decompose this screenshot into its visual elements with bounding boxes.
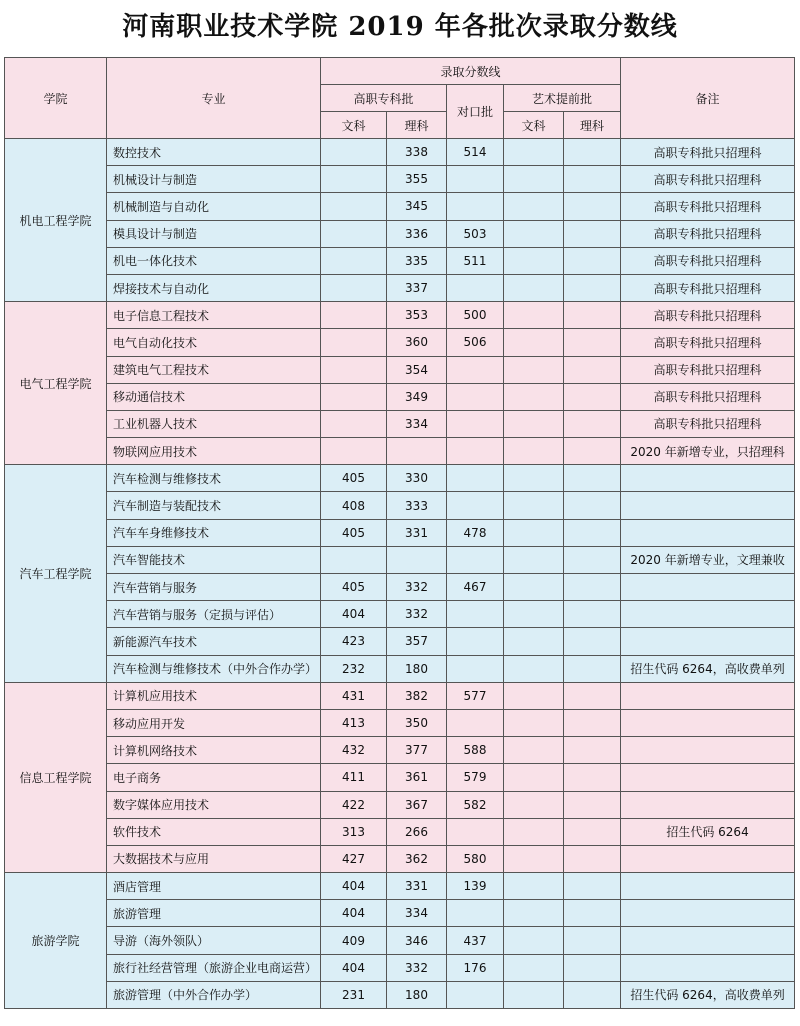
gaozhi-wenke-cell: 413 xyxy=(321,709,387,736)
remark-cell: 高职专科批只招理科 xyxy=(621,302,795,329)
gaozhi-like-cell: 266 xyxy=(387,818,447,845)
art-wenke-cell xyxy=(504,546,564,573)
gaozhi-like-cell: 349 xyxy=(387,383,447,410)
major-cell: 数控技术 xyxy=(107,139,321,166)
art-like-cell xyxy=(564,519,621,546)
gaozhi-like-cell: 346 xyxy=(387,927,447,954)
art-wenke-cell xyxy=(504,356,564,383)
art-like-cell xyxy=(564,601,621,628)
remark-cell xyxy=(621,764,795,791)
remark-cell xyxy=(621,927,795,954)
table-row xyxy=(5,682,795,709)
gaozhi-like-cell: 355 xyxy=(387,166,447,193)
college-cell: 信息工程学院 xyxy=(5,682,107,872)
gaozhi-like-cell: 334 xyxy=(387,410,447,437)
art-wenke-cell xyxy=(504,438,564,465)
gaozhi-like-cell: 350 xyxy=(387,709,447,736)
gaozhi-wenke-cell xyxy=(321,193,387,220)
table-row xyxy=(5,247,795,274)
table-row xyxy=(5,356,795,383)
major-cell: 旅行社经营管理（旅游企业电商运营） xyxy=(107,954,321,981)
gaozhi-like-cell: 382 xyxy=(387,682,447,709)
duikou-cell xyxy=(447,383,504,410)
duikou-cell xyxy=(447,166,504,193)
remark-cell xyxy=(621,900,795,927)
header-gaozhi-batch: 高职专科批 xyxy=(321,85,447,112)
table-row xyxy=(5,492,795,519)
remark-cell: 高职专科批只招理科 xyxy=(621,139,795,166)
art-like-cell xyxy=(564,818,621,845)
gaozhi-wenke-cell: 404 xyxy=(321,873,387,900)
art-wenke-cell xyxy=(504,220,564,247)
art-wenke-cell xyxy=(504,628,564,655)
major-cell: 建筑电气工程技术 xyxy=(107,356,321,383)
table-row xyxy=(5,981,795,1008)
gaozhi-wenke-cell: 404 xyxy=(321,601,387,628)
table-row xyxy=(5,764,795,791)
major-cell: 汽车智能技术 xyxy=(107,546,321,573)
art-wenke-cell xyxy=(504,873,564,900)
art-wenke-cell xyxy=(504,927,564,954)
gaozhi-like-cell: 332 xyxy=(387,574,447,601)
remark-cell: 2020 年新增专业，文理兼收 xyxy=(621,546,795,573)
gaozhi-wenke-cell xyxy=(321,274,387,301)
remark-cell: 高职专科批只招理科 xyxy=(621,410,795,437)
art-like-cell xyxy=(564,655,621,682)
major-cell: 大数据技术与应用 xyxy=(107,845,321,872)
art-wenke-cell xyxy=(504,166,564,193)
art-wenke-cell xyxy=(504,954,564,981)
art-like-cell xyxy=(564,574,621,601)
remark-cell: 高职专科批只招理科 xyxy=(621,356,795,383)
gaozhi-wenke-cell: 432 xyxy=(321,737,387,764)
gaozhi-wenke-cell: 405 xyxy=(321,574,387,601)
table-row xyxy=(5,873,795,900)
gaozhi-like-cell: 336 xyxy=(387,220,447,247)
art-wenke-cell xyxy=(504,791,564,818)
gaozhi-wenke-cell: 404 xyxy=(321,900,387,927)
duikou-cell: 437 xyxy=(447,927,504,954)
gaozhi-like-cell: 331 xyxy=(387,873,447,900)
table-row xyxy=(5,845,795,872)
duikou-cell: 176 xyxy=(447,954,504,981)
gaozhi-wenke-cell xyxy=(321,166,387,193)
duikou-cell xyxy=(447,546,504,573)
gaozhi-like-cell: 332 xyxy=(387,954,447,981)
gaozhi-wenke-cell: 404 xyxy=(321,954,387,981)
duikou-cell: 588 xyxy=(447,737,504,764)
major-cell: 旅游管理 xyxy=(107,900,321,927)
duikou-cell xyxy=(447,655,504,682)
gaozhi-like-cell: 360 xyxy=(387,329,447,356)
gaozhi-wenke-cell xyxy=(321,383,387,410)
header-art-wenke: 文科 xyxy=(504,112,564,139)
header-art-like: 理科 xyxy=(564,112,621,139)
duikou-cell xyxy=(447,981,504,1008)
major-cell: 汽车制造与装配技术 xyxy=(107,492,321,519)
art-wenke-cell xyxy=(504,247,564,274)
header-college: 学院 xyxy=(5,58,107,139)
art-wenke-cell xyxy=(504,900,564,927)
remark-cell: 高职专科批只招理科 xyxy=(621,166,795,193)
art-wenke-cell xyxy=(504,383,564,410)
gaozhi-like-cell: 353 xyxy=(387,302,447,329)
art-wenke-cell xyxy=(504,601,564,628)
major-cell: 汽车营销与服务（定损与评估） xyxy=(107,601,321,628)
gaozhi-like-cell: 345 xyxy=(387,193,447,220)
duikou-cell: 577 xyxy=(447,682,504,709)
gaozhi-like-cell: 335 xyxy=(387,247,447,274)
art-like-cell xyxy=(564,438,621,465)
art-like-cell xyxy=(564,302,621,329)
remark-cell xyxy=(621,519,795,546)
gaozhi-like-cell: 333 xyxy=(387,492,447,519)
art-like-cell xyxy=(564,383,621,410)
gaozhi-wenke-cell xyxy=(321,139,387,166)
duikou-cell: 467 xyxy=(447,574,504,601)
page-title: 河南职业技术学院 2019 年各批次录取分数线 xyxy=(122,12,678,42)
table-row xyxy=(5,954,795,981)
art-like-cell xyxy=(564,628,621,655)
art-like-cell xyxy=(564,709,621,736)
art-wenke-cell xyxy=(504,981,564,1008)
remark-cell xyxy=(621,601,795,628)
major-cell: 机电一体化技术 xyxy=(107,247,321,274)
duikou-cell xyxy=(447,356,504,383)
gaozhi-like-cell: 334 xyxy=(387,900,447,927)
header-remark: 备注 xyxy=(621,58,795,139)
table-body xyxy=(5,139,795,1009)
art-like-cell xyxy=(564,139,621,166)
gaozhi-wenke-cell xyxy=(321,302,387,329)
gaozhi-like-cell: 337 xyxy=(387,274,447,301)
duikou-cell xyxy=(447,628,504,655)
remark-cell: 2020 年新增专业，只招理科 xyxy=(621,438,795,465)
remark-cell: 高职专科批只招理科 xyxy=(621,329,795,356)
college-cell: 电气工程学院 xyxy=(5,302,107,465)
table-row xyxy=(5,139,795,166)
gaozhi-like-cell: 367 xyxy=(387,791,447,818)
remark-cell xyxy=(621,791,795,818)
major-cell: 旅游管理（中外合作办学） xyxy=(107,981,321,1008)
remark-cell: 高职专科批只招理科 xyxy=(621,247,795,274)
college-cell: 旅游学院 xyxy=(5,873,107,1009)
gaozhi-wenke-cell xyxy=(321,247,387,274)
duikou-cell: 580 xyxy=(447,845,504,872)
art-wenke-cell xyxy=(504,193,564,220)
art-like-cell xyxy=(564,927,621,954)
table-row xyxy=(5,302,795,329)
table-row xyxy=(5,410,795,437)
remark-cell: 高职专科批只招理科 xyxy=(621,193,795,220)
art-wenke-cell xyxy=(504,845,564,872)
gaozhi-wenke-cell: 427 xyxy=(321,845,387,872)
table-row xyxy=(5,655,795,682)
remark-cell xyxy=(621,628,795,655)
admission-score-table xyxy=(4,57,795,1009)
remark-cell xyxy=(621,954,795,981)
art-like-cell xyxy=(564,900,621,927)
art-wenke-cell xyxy=(504,818,564,845)
duikou-cell xyxy=(447,274,504,301)
duikou-cell xyxy=(447,438,504,465)
remark-cell xyxy=(621,709,795,736)
header-major: 专业 xyxy=(107,58,321,139)
art-like-cell xyxy=(564,166,621,193)
major-cell: 汽车车身维修技术 xyxy=(107,519,321,546)
table-row xyxy=(5,438,795,465)
duikou-cell xyxy=(447,900,504,927)
gaozhi-like-cell: 332 xyxy=(387,601,447,628)
gaozhi-wenke-cell xyxy=(321,356,387,383)
major-cell: 物联网应用技术 xyxy=(107,438,321,465)
gaozhi-wenke-cell: 408 xyxy=(321,492,387,519)
gaozhi-wenke-cell: 231 xyxy=(321,981,387,1008)
art-like-cell xyxy=(564,465,621,492)
remark-cell xyxy=(621,737,795,764)
major-cell: 酒店管理 xyxy=(107,873,321,900)
gaozhi-wenke-cell: 431 xyxy=(321,682,387,709)
major-cell: 工业机器人技术 xyxy=(107,410,321,437)
table-row xyxy=(5,465,795,492)
duikou-cell xyxy=(447,492,504,519)
remark-cell: 高职专科批只招理科 xyxy=(621,274,795,301)
table-row xyxy=(5,900,795,927)
gaozhi-wenke-cell xyxy=(321,438,387,465)
header-gaozhi-like: 理科 xyxy=(387,112,447,139)
duikou-cell xyxy=(447,601,504,628)
art-like-cell xyxy=(564,220,621,247)
art-like-cell xyxy=(564,845,621,872)
header-gaozhi-wenke: 文科 xyxy=(321,112,387,139)
duikou-cell xyxy=(447,709,504,736)
major-cell: 汽车检测与维修技术 xyxy=(107,465,321,492)
art-like-cell xyxy=(564,410,621,437)
art-like-cell xyxy=(564,247,621,274)
gaozhi-like-cell xyxy=(387,546,447,573)
major-cell: 软件技术 xyxy=(107,818,321,845)
art-like-cell xyxy=(564,356,621,383)
gaozhi-wenke-cell: 409 xyxy=(321,927,387,954)
table-row xyxy=(5,927,795,954)
art-like-cell xyxy=(564,492,621,519)
header-duikou-batch: 对口批 xyxy=(447,85,504,139)
duikou-cell: 139 xyxy=(447,873,504,900)
art-wenke-cell xyxy=(504,519,564,546)
table-row xyxy=(5,791,795,818)
remark-cell: 招生代码 6264，高收费单列 xyxy=(621,655,795,682)
duikou-cell: 514 xyxy=(447,139,504,166)
remark-cell: 招生代码 6264，高收费单列 xyxy=(621,981,795,1008)
major-cell: 电子商务 xyxy=(107,764,321,791)
remark-cell xyxy=(621,873,795,900)
major-cell: 焊接技术与自动化 xyxy=(107,274,321,301)
gaozhi-like-cell: 357 xyxy=(387,628,447,655)
table-row xyxy=(5,574,795,601)
duikou-cell xyxy=(447,193,504,220)
major-cell: 计算机应用技术 xyxy=(107,682,321,709)
major-cell: 计算机网络技术 xyxy=(107,737,321,764)
gaozhi-wenke-cell xyxy=(321,220,387,247)
gaozhi-wenke-cell xyxy=(321,329,387,356)
gaozhi-like-cell: 362 xyxy=(387,845,447,872)
gaozhi-like-cell: 361 xyxy=(387,764,447,791)
duikou-cell: 503 xyxy=(447,220,504,247)
major-cell: 机械制造与自动化 xyxy=(107,193,321,220)
art-wenke-cell xyxy=(504,274,564,301)
duikou-cell: 579 xyxy=(447,764,504,791)
remark-cell: 高职专科批只招理科 xyxy=(621,220,795,247)
duikou-cell: 582 xyxy=(447,791,504,818)
remark-cell: 招生代码 6264 xyxy=(621,818,795,845)
gaozhi-like-cell: 180 xyxy=(387,655,447,682)
gaozhi-wenke-cell xyxy=(321,410,387,437)
art-like-cell xyxy=(564,546,621,573)
duikou-cell xyxy=(447,410,504,437)
major-cell: 汽车营销与服务 xyxy=(107,574,321,601)
art-like-cell xyxy=(564,954,621,981)
table-row xyxy=(5,709,795,736)
major-cell: 新能源汽车技术 xyxy=(107,628,321,655)
table-row xyxy=(5,601,795,628)
art-wenke-cell xyxy=(504,574,564,601)
art-like-cell xyxy=(564,981,621,1008)
gaozhi-like-cell: 338 xyxy=(387,139,447,166)
gaozhi-like-cell: 377 xyxy=(387,737,447,764)
art-like-cell xyxy=(564,737,621,764)
art-like-cell xyxy=(564,274,621,301)
duikou-cell xyxy=(447,465,504,492)
major-cell: 数字媒体应用技术 xyxy=(107,791,321,818)
major-cell: 移动通信技术 xyxy=(107,383,321,410)
major-cell: 导游（海外领队） xyxy=(107,927,321,954)
art-like-cell xyxy=(564,193,621,220)
college-cell: 机电工程学院 xyxy=(5,139,107,302)
duikou-cell: 506 xyxy=(447,329,504,356)
duikou-cell: 511 xyxy=(447,247,504,274)
major-cell: 机械设计与制造 xyxy=(107,166,321,193)
gaozhi-wenke-cell xyxy=(321,546,387,573)
major-cell: 汽车检测与维修技术（中外合作办学） xyxy=(107,655,321,682)
remark-cell xyxy=(621,574,795,601)
art-like-cell xyxy=(564,329,621,356)
remark-cell: 高职专科批只招理科 xyxy=(621,383,795,410)
table-row xyxy=(5,220,795,247)
gaozhi-like-cell xyxy=(387,438,447,465)
art-like-cell xyxy=(564,764,621,791)
duikou-cell xyxy=(447,818,504,845)
remark-cell xyxy=(621,492,795,519)
table-row xyxy=(5,193,795,220)
art-like-cell xyxy=(564,682,621,709)
header-art-batch: 艺术提前批 xyxy=(504,85,621,112)
table-row xyxy=(5,383,795,410)
table-row xyxy=(5,519,795,546)
college-cell: 汽车工程学院 xyxy=(5,465,107,683)
table-row xyxy=(5,818,795,845)
art-wenke-cell xyxy=(504,329,564,356)
table-row xyxy=(5,274,795,301)
gaozhi-like-cell: 331 xyxy=(387,519,447,546)
art-wenke-cell xyxy=(504,139,564,166)
gaozhi-wenke-cell: 423 xyxy=(321,628,387,655)
gaozhi-wenke-cell: 422 xyxy=(321,791,387,818)
art-wenke-cell xyxy=(504,682,564,709)
duikou-cell: 478 xyxy=(447,519,504,546)
gaozhi-wenke-cell: 411 xyxy=(321,764,387,791)
art-wenke-cell xyxy=(504,737,564,764)
gaozhi-wenke-cell: 405 xyxy=(321,465,387,492)
major-cell: 移动应用开发 xyxy=(107,709,321,736)
art-wenke-cell xyxy=(504,764,564,791)
gaozhi-like-cell: 180 xyxy=(387,981,447,1008)
art-wenke-cell xyxy=(504,492,564,519)
gaozhi-wenke-cell: 405 xyxy=(321,519,387,546)
art-wenke-cell xyxy=(504,709,564,736)
art-wenke-cell xyxy=(504,410,564,437)
art-wenke-cell xyxy=(504,655,564,682)
major-cell: 模具设计与制造 xyxy=(107,220,321,247)
gaozhi-like-cell: 330 xyxy=(387,465,447,492)
remark-cell xyxy=(621,682,795,709)
gaozhi-like-cell: 354 xyxy=(387,356,447,383)
gaozhi-wenke-cell: 232 xyxy=(321,655,387,682)
art-like-cell xyxy=(564,873,621,900)
duikou-cell: 500 xyxy=(447,302,504,329)
table-row xyxy=(5,737,795,764)
remark-cell xyxy=(621,465,795,492)
table-row xyxy=(5,628,795,655)
remark-cell xyxy=(621,845,795,872)
gaozhi-wenke-cell: 313 xyxy=(321,818,387,845)
art-wenke-cell xyxy=(504,465,564,492)
major-cell: 电气自动化技术 xyxy=(107,329,321,356)
table-row xyxy=(5,546,795,573)
art-like-cell xyxy=(564,791,621,818)
major-cell: 电子信息工程技术 xyxy=(107,302,321,329)
table-row xyxy=(5,329,795,356)
header-score-line: 录取分数线 xyxy=(321,58,621,85)
art-wenke-cell xyxy=(504,302,564,329)
table-row xyxy=(5,166,795,193)
